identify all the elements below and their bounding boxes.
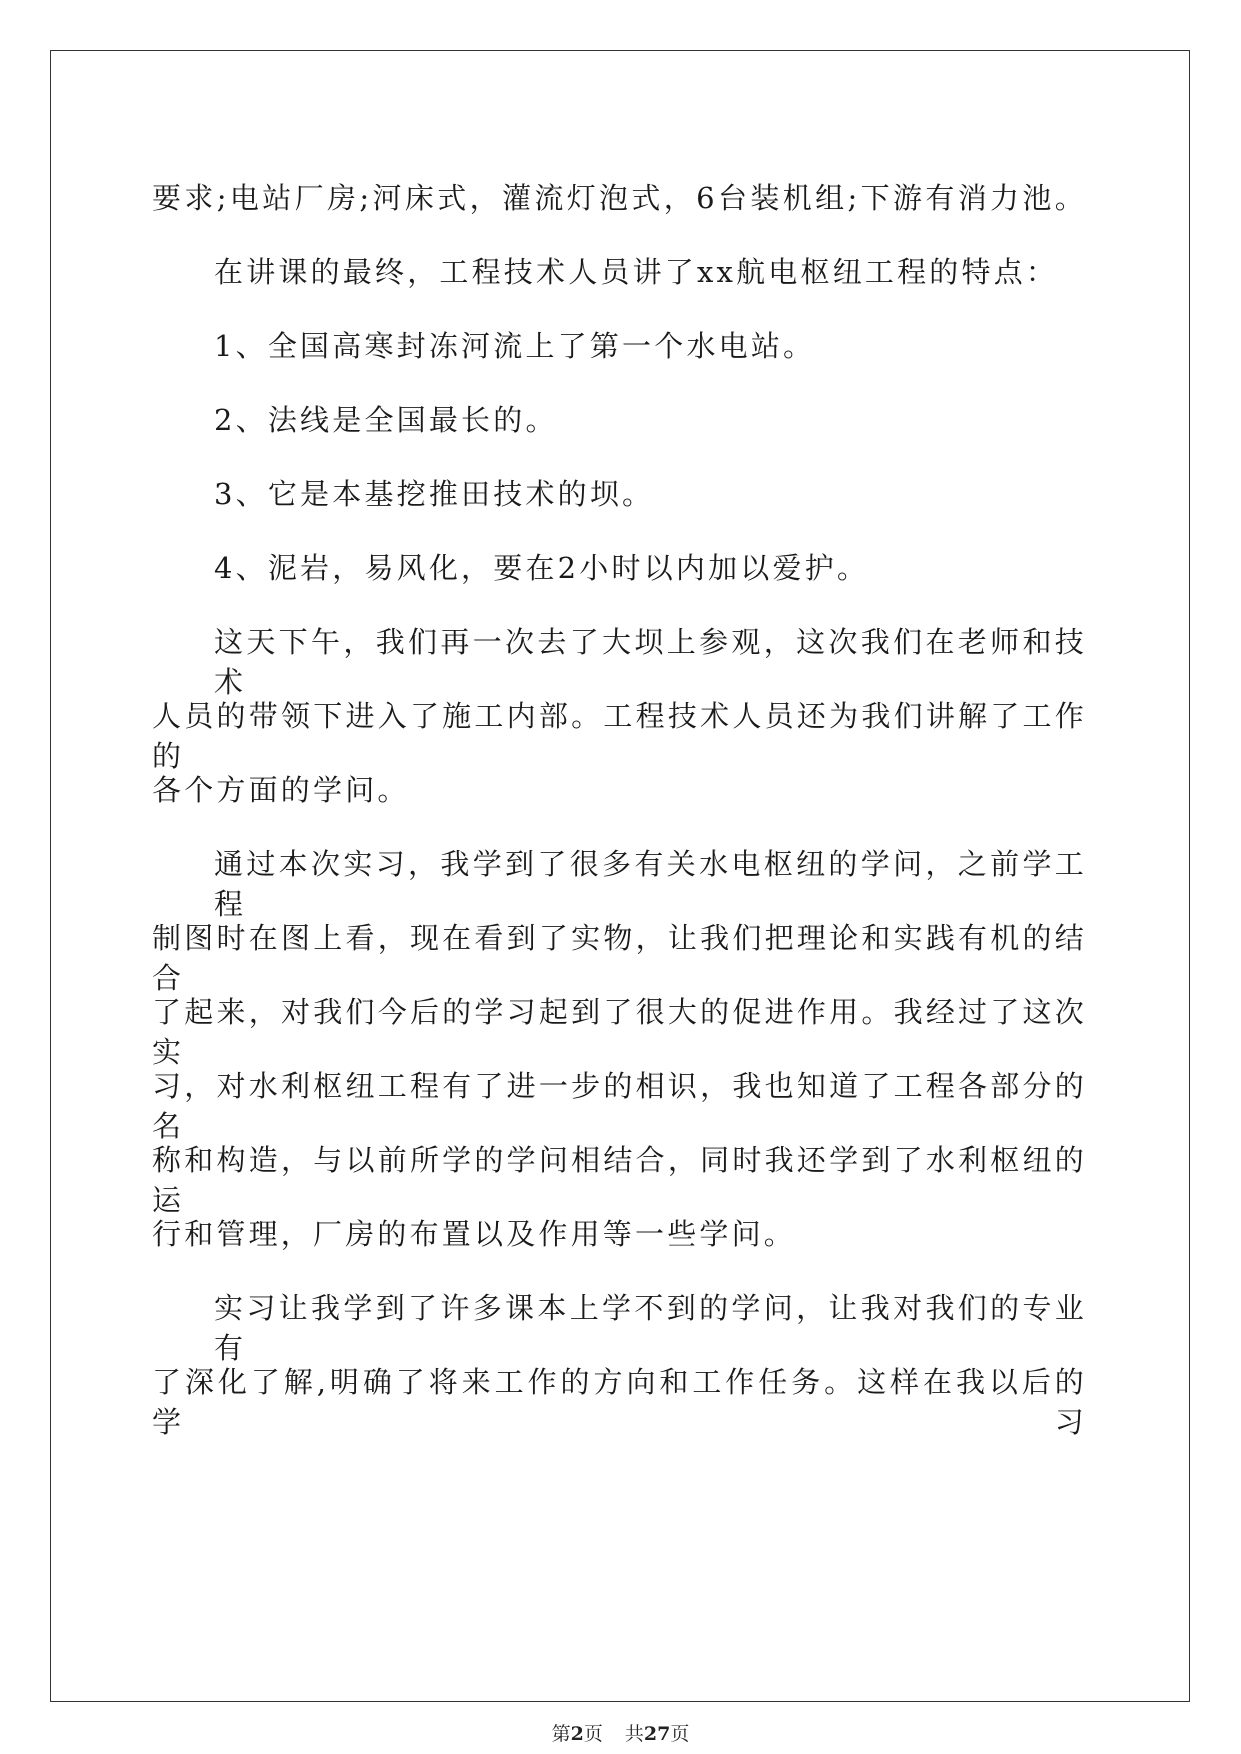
- text-line: 要求;电站厂房;河床式，灌流灯泡式，6台装机组;下游有消力池。: [152, 181, 1087, 215]
- text-line: 称和构造，与以前所学的学问相结合，同时我还学到了水利枢纽的运: [152, 1143, 1087, 1217]
- page-current: 2: [570, 1723, 584, 1745]
- text-line: 制图时在图上看，现在看到了实物，让我们把理论和实践有机的结合: [152, 921, 1087, 995]
- list-item: 1、全国高寒封冻河流上了第一个水电站。: [214, 329, 816, 363]
- list-item: 2、法线是全国最长的。: [214, 403, 558, 437]
- text-line: 了深化了解,明确了将来工作的方向和工作任务。这样在我以后的学习: [152, 1365, 1087, 1439]
- text-line: 行和管理，厂房的布置以及作用等一些学问。: [152, 1217, 797, 1251]
- text-line: 通过本次实习，我学到了很多有关水电枢纽的学问，之前学工程: [214, 847, 1087, 921]
- total-prefix: 共: [624, 1723, 644, 1745]
- page-mid: 页: [583, 1723, 603, 1745]
- list-item: 3、它是本基挖推田技术的坝。: [214, 477, 655, 511]
- text-line: 实习让我学到了许多课本上学不到的学问，让我对我们的专业有: [214, 1291, 1087, 1365]
- text-line: 这天下午，我们再一次去了大坝上参观，这次我们在老师和技术: [214, 625, 1087, 699]
- page-footer: [0, 1722, 1241, 1746]
- list-item: 4、泥岩，易风化，要在2小时以内加以爱护。: [214, 551, 870, 585]
- text-line: 人员的带领下进入了施工内部。工程技术人员还为我们讲解了工作的: [152, 699, 1087, 773]
- text-line: 各个方面的学问。: [152, 773, 410, 807]
- page-total: 27: [643, 1723, 671, 1745]
- text-line: 习，对水利枢纽工程有了进一步的相识，我也知道了工程各部分的名: [152, 1069, 1087, 1143]
- page-prefix: 第: [551, 1723, 571, 1745]
- text-line: 了起来，对我们今后的学习起到了很大的促进作用。我经过了这次实: [152, 995, 1087, 1069]
- text-line: 在讲课的最终，工程技术人员讲了xx航电枢纽工程的特点：: [214, 255, 1059, 289]
- total-suffix: 页: [670, 1723, 690, 1745]
